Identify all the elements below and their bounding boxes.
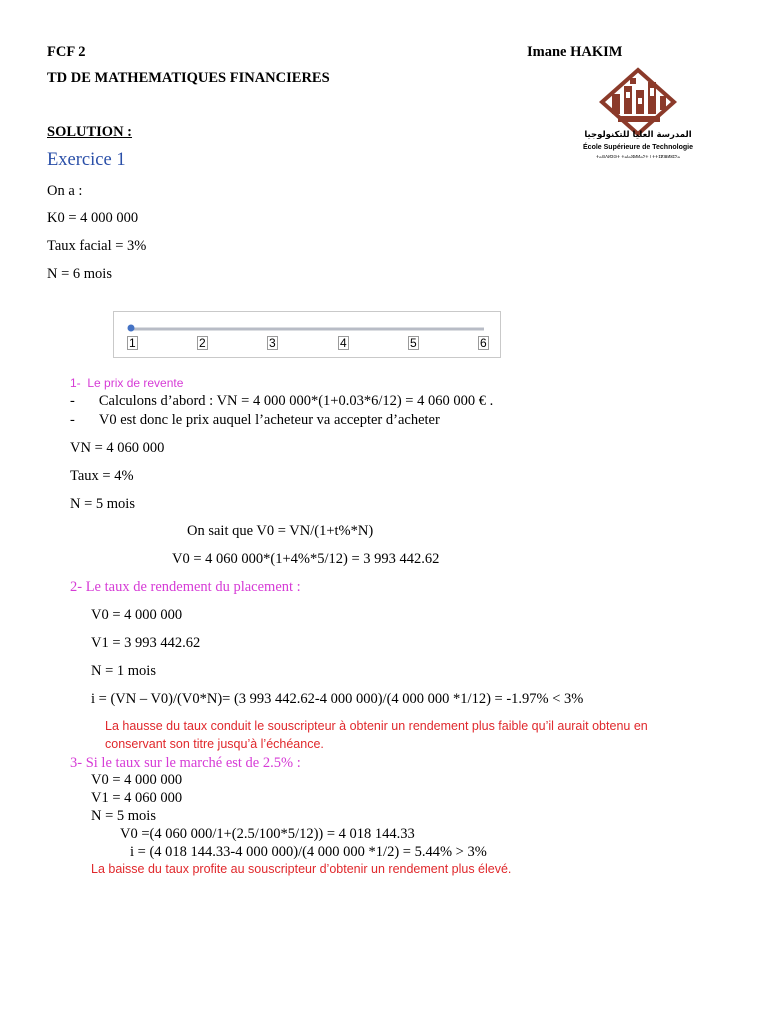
given-k0: K0 = 4 000 000 [47,210,139,226]
logo-arabic-text: المدرسة العليا للتكنولوجيا [584,130,692,140]
part2-v1: V1 = 3 993 442.62 [91,635,201,651]
bullet-dash: - [70,412,75,428]
part1-heading [70,376,183,390]
logo-french-text: École Supérieure de Technologie [583,144,693,151]
part1-bullet [70,412,440,429]
part3-calc2: i = (4 018 144.33-4 000 000)/(4 000 000 *1/2) = 5.44% > 3% [130,844,487,860]
exercise-title: Exercice 1 [47,150,126,170]
intro-text: On a : [47,183,83,199]
part1-heading-text: Le prix de revente [87,376,184,390]
part3-v1: V1 = 4 060 000 [91,790,183,806]
part3-v0: V0 = 4 000 000 [91,772,183,788]
given-duration: N = 6 mois [47,266,112,282]
part2-note-line2: conservant son titre jusqu’à l’échéance. [105,737,324,751]
part1-formula: On sait que V0 = VN/(1+t%*N) [187,523,374,539]
part3-calc1: V0 =(4 060 000/1+(2.5/100*5/12)) = 4 018 144.33 [120,826,415,842]
part1-result: V0 = 4 060 000*(1+4%*5/12) = 3 993 442.62 [172,551,440,567]
part3-heading: 3- Si le taux sur le marché est de 2.5% : [70,755,301,771]
part2-heading: 2- Le taux de rendement du placement : [70,579,301,595]
timeline-tick: 2 [199,336,206,350]
part1-vn: VN = 4 060 000 [70,440,165,456]
logo-tifinagh-text: ⵜⴰⵙⴷⵍⵉⵙⵜ ⵜⴰⵏⴰⴼⵍⵍⴰⵢⵜ ⵏ ⵜⵜⵉⴽⵏⵓⵍⵓⵊⵢⴰ [596,154,680,159]
timeline-axis [114,312,500,336]
school-emblem-icon [578,66,698,136]
bullet-text: V0 est donc le prix auquel l’acheteur va accepter d’acheter [98,412,440,428]
part2-calc: i = (VN – V0)/(V0*N)= (3 993 442.62-4 000 000)/(4 000 000 *1/12) = -1.97% < 3% [91,691,584,707]
timeline-tick: 4 [340,336,347,350]
timeline-tick: 6 [480,336,487,350]
author-name: Imane HAKIM [527,44,623,60]
course-code: FCF 2 [47,44,86,60]
part2-v0: V0 = 4 000 000 [91,607,183,623]
bullet-dash: - [70,393,75,409]
given-rate: Taux facial = 3% [47,238,147,254]
part3-duration: N = 5 mois [91,808,156,824]
timeline-diagram [113,311,501,358]
part2-note-line1: La hausse du taux conduit le souscripteur à obtenir un rendement plus faible qu’il aurait obtenu en [105,719,648,733]
school-logo [578,66,698,166]
timeline-tick: 3 [269,336,276,350]
part1-rate: Taux = 4% [70,468,134,484]
timeline-tick: 1 [129,336,136,350]
part1-heading-number: 1- [70,376,81,390]
timeline-tick: 5 [410,336,417,350]
solution-label: SOLUTION : [47,124,133,140]
part3-note: La baisse du taux profite au souscripteur d’obtenir un rendement plus élevé. [91,862,512,876]
part1-bullet [70,393,493,410]
part2-duration: N = 1 mois [91,663,156,679]
part1-duration: N = 5 mois [70,496,135,512]
timeline-start-dot [128,325,135,332]
bullet-text: Calculons d’abord : VN = 4 000 000*(1+0.03*6/12) = 4 060 000 € . [98,393,494,409]
course-title: TD DE MATHEMATIQUES FINANCIERES [47,70,330,86]
